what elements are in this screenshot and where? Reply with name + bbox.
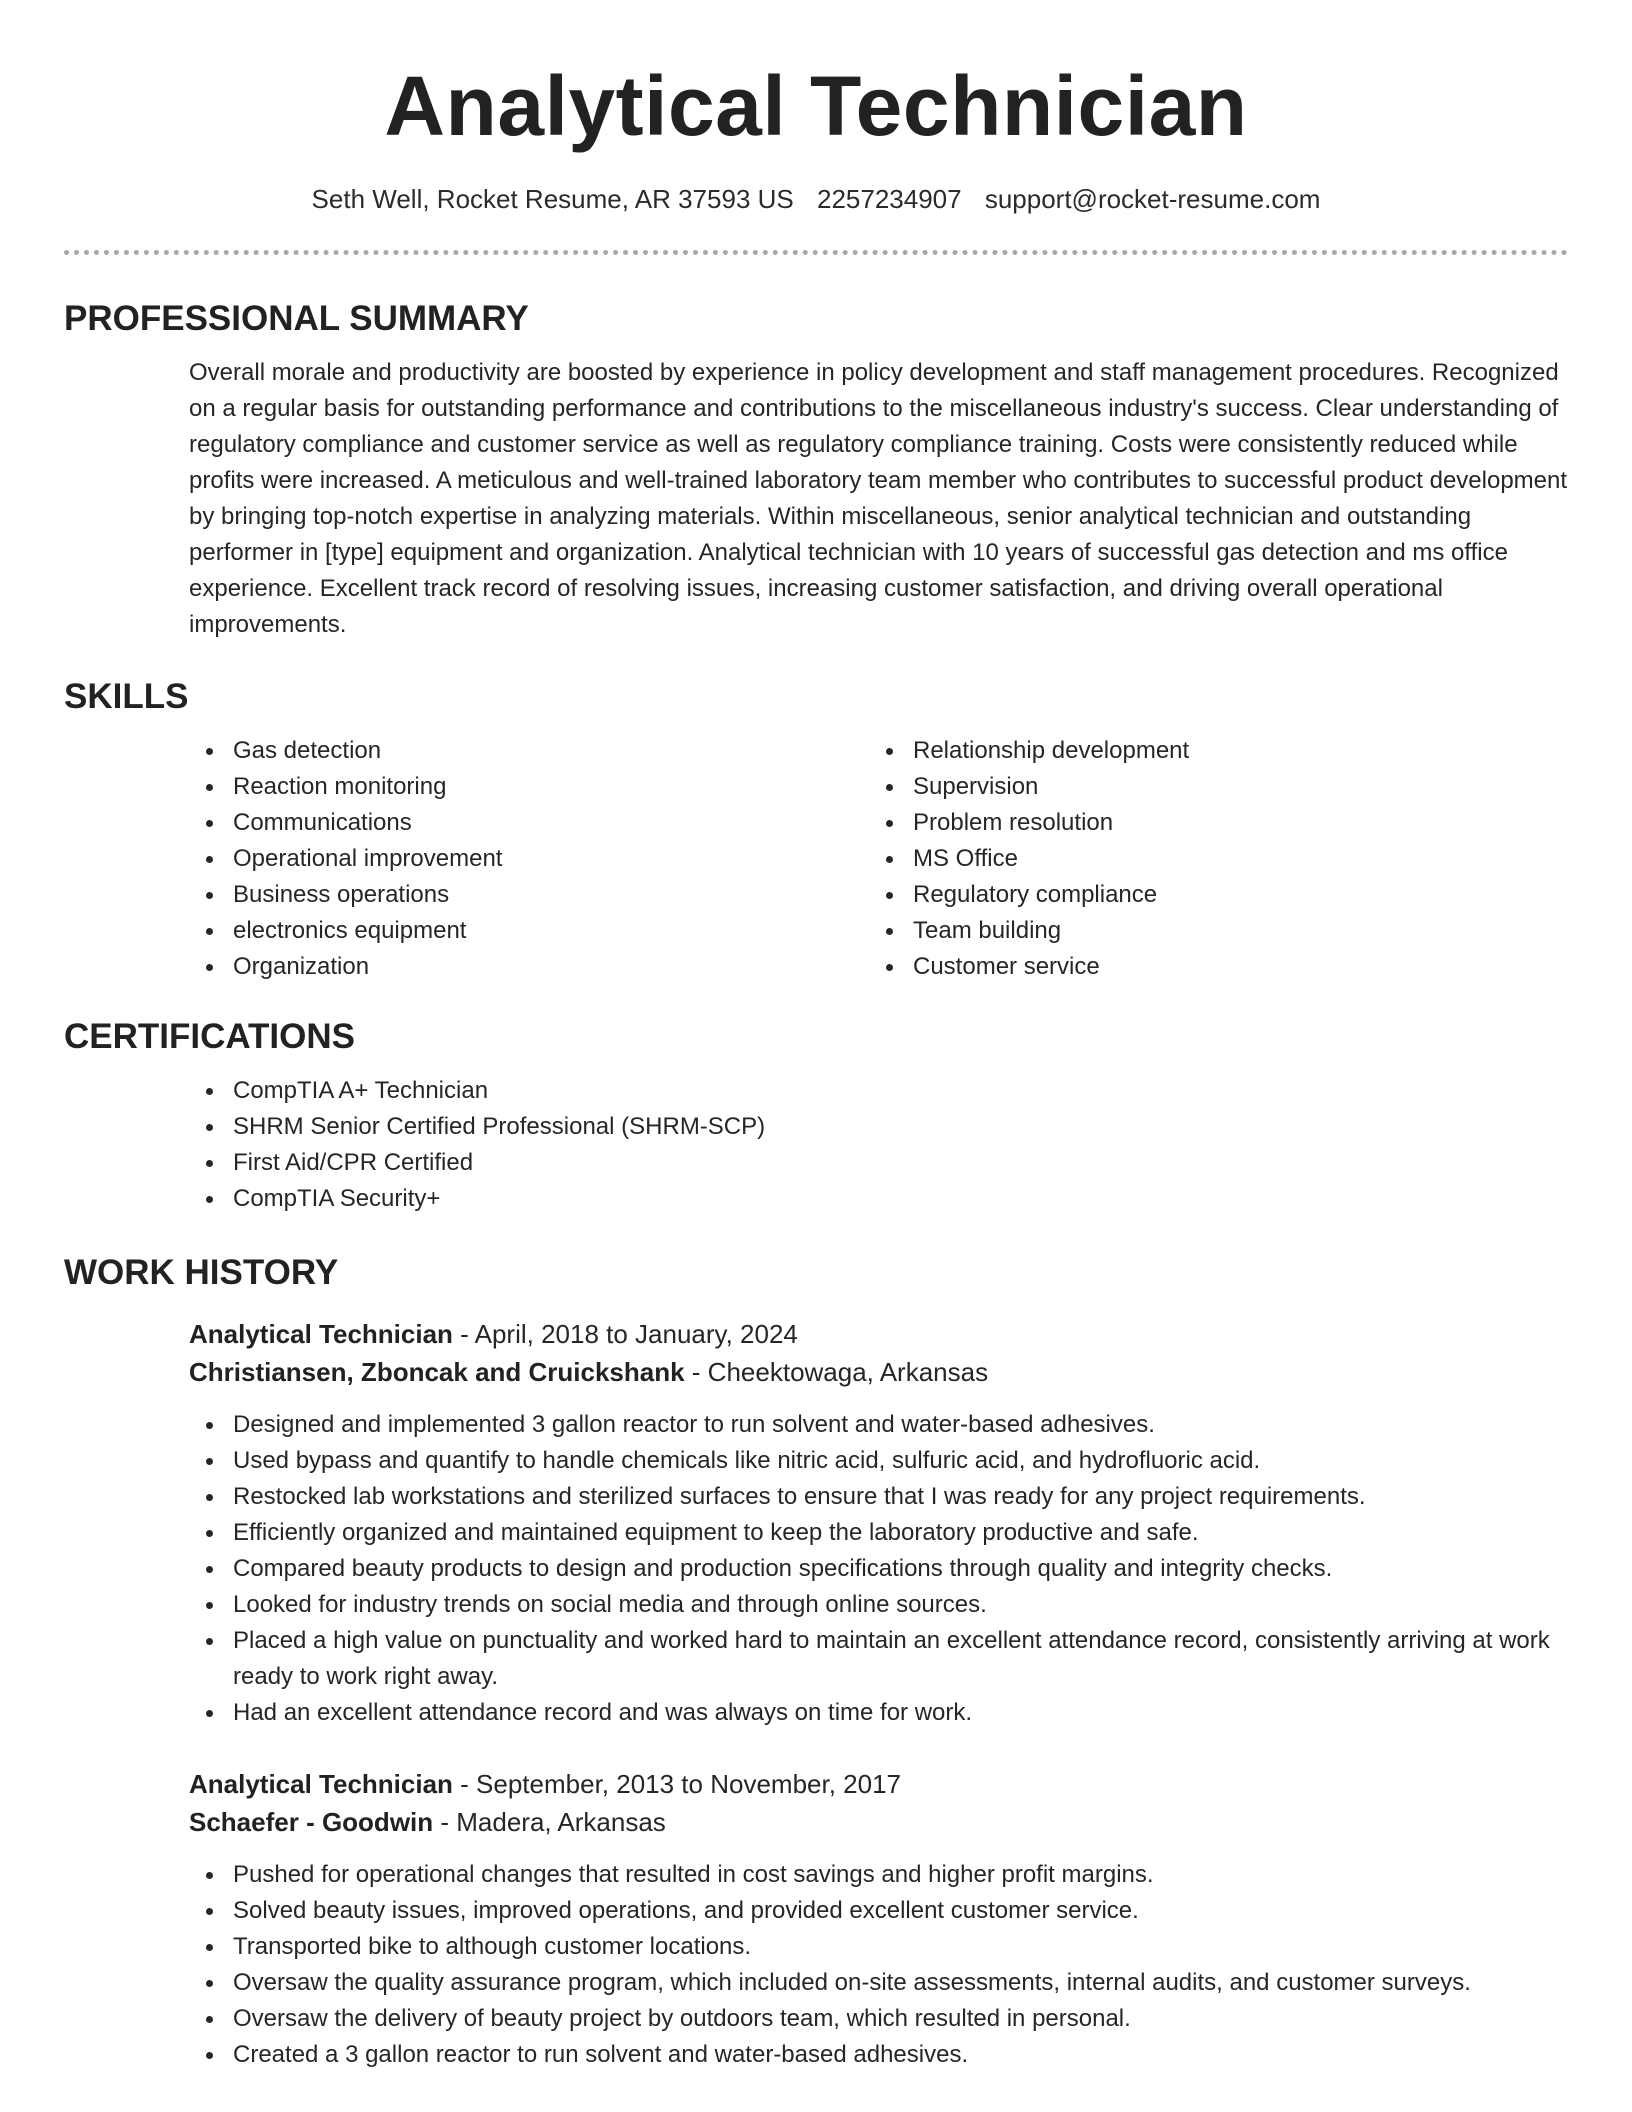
- job-duty-item: Placed a high value on punctuality and worked hard to maintain an excellent attendance record, consistently arriving at work ready to work right away.: [233, 1623, 1568, 1695]
- job-location: - Cheektowaga, Arkansas: [684, 1357, 989, 1387]
- summary-text: Overall morale and productivity are boosted by experience in policy development and staff management procedures. Recognized on a regular basis for outstanding performance and contributions to the miscellaneous industry's success. Clear understanding of regulatory compliance and customer service as well as regulatory compliance training. Costs were consistently reduced while profits were increased. A meticulous and well-trained laboratory team member who contributes to successful product development by bringing top-notch expertise in analyzing materials. Within miscellaneous, senior analytical technician and outstanding performer in [type] equipment and organization. Analytical technician with 10 years of successful gas detection and ms office experience. Excellent track record of resolving issues, increasing customer satisfaction, and driving overall operational improvements.: [189, 359, 1568, 638]
- skill-item: Team building: [913, 913, 1568, 949]
- job-duty-item: Restocked lab workstations and sterilized surfaces to ensure that I was ready for any project requirements.: [233, 1479, 1568, 1515]
- job-duty-item: Oversaw the delivery of beauty project by outdoors team, which resulted in personal.: [233, 2001, 1568, 2037]
- job-duty-item: Looked for industry trends on social media and through online sources.: [233, 1587, 1568, 1623]
- skills-list-right: [869, 733, 1568, 985]
- job-duty-item: Efficiently organized and maintained equipment to keep the laboratory productive and safe.: [233, 1515, 1568, 1551]
- skill-item: Business operations: [233, 877, 869, 913]
- job-duties-list: [189, 1857, 1568, 2073]
- contact-address: Seth Well, Rocket Resume, AR 37593 US: [311, 184, 794, 214]
- job-company-line: [189, 1803, 1568, 1841]
- job-title-line: [189, 1315, 1568, 1353]
- skill-item: Communications: [233, 805, 869, 841]
- resume-title: Analytical Technician: [384, 59, 1248, 153]
- skill-item: Gas detection: [233, 733, 869, 769]
- job-title-line: [189, 1765, 1568, 1803]
- job-duty-item: Designed and implemented 3 gallon reactor to run solvent and water-based adhesives.: [233, 1407, 1568, 1443]
- job-entry: [189, 1315, 1568, 1731]
- job-dates: - September, 2013 to November, 2017: [452, 1769, 901, 1799]
- job-entry: [189, 1765, 1568, 2073]
- skill-item: Organization: [233, 949, 869, 985]
- skill-item: electronics equipment: [233, 913, 869, 949]
- skills-list-left: [189, 733, 869, 985]
- contact-line: [0, 182, 1632, 216]
- skill-item: Supervision: [913, 769, 1568, 805]
- certifications-heading: CERTIFICATIONS: [64, 1017, 356, 1056]
- job-duty-item: Created a 3 gallon reactor to run solvent and water-based adhesives.: [233, 2037, 1568, 2073]
- job-duty-item: Used bypass and quantify to handle chemicals like nitric acid, sulfuric acid, and hydrofluoric acid.: [233, 1443, 1568, 1479]
- skill-item: MS Office: [913, 841, 1568, 877]
- skills-section: [0, 675, 1632, 985]
- job-duty-item: Transported bike to although customer locations.: [233, 1929, 1568, 1965]
- skill-item: Regulatory compliance: [913, 877, 1568, 913]
- job-title: Analytical Technician: [189, 1319, 453, 1349]
- contact-phone: 2257234907: [816, 184, 962, 214]
- job-location: - Madera, Arkansas: [433, 1807, 666, 1837]
- work-history-section: [0, 1251, 1632, 2073]
- summary-section: [0, 297, 1632, 643]
- skills-heading: SKILLS: [64, 677, 189, 716]
- job-dates: - April, 2018 to January, 2024: [452, 1319, 798, 1349]
- job-company: Christiansen, Zboncak and Cruickshank: [189, 1357, 685, 1387]
- job-title: Analytical Technician: [189, 1769, 453, 1799]
- certification-item: First Aid/CPR Certified: [233, 1145, 1568, 1181]
- job-duty-item: Pushed for operational changes that resulted in cost savings and higher profit margins.: [233, 1857, 1568, 1893]
- skill-item: Customer service: [913, 949, 1568, 985]
- work-history-heading: WORK HISTORY: [64, 1253, 339, 1292]
- header-divider: [64, 250, 1568, 255]
- skill-item: Problem resolution: [913, 805, 1568, 841]
- skill-item: Relationship development: [913, 733, 1568, 769]
- job-duty-item: Oversaw the quality assurance program, which included on-site assessments, internal audits, and customer surveys.: [233, 1965, 1568, 2001]
- job-duties-list: [189, 1407, 1568, 1731]
- contact-email: support@rocket-resume.com: [984, 184, 1321, 214]
- job-duty-item: Had an excellent attendance record and was always on time for work.: [233, 1695, 1568, 1731]
- summary-heading: PROFESSIONAL SUMMARY: [64, 299, 529, 338]
- certification-item: SHRM Senior Certified Professional (SHRM-SCP): [233, 1109, 1568, 1145]
- job-company-line: [189, 1353, 1568, 1391]
- certifications-section: [0, 1015, 1632, 1217]
- certification-item: CompTIA A+ Technician: [233, 1073, 1568, 1109]
- job-company: Schaefer - Goodwin: [189, 1807, 434, 1837]
- job-duty-item: Solved beauty issues, improved operations, and provided excellent customer service.: [233, 1893, 1568, 1929]
- certification-item: CompTIA Security+: [233, 1181, 1568, 1217]
- skill-item: Reaction monitoring: [233, 769, 869, 805]
- job-duty-item: Compared beauty products to design and production specifications through quality and integrity checks.: [233, 1551, 1568, 1587]
- certifications-list: [189, 1073, 1568, 1217]
- skill-item: Operational improvement: [233, 841, 869, 877]
